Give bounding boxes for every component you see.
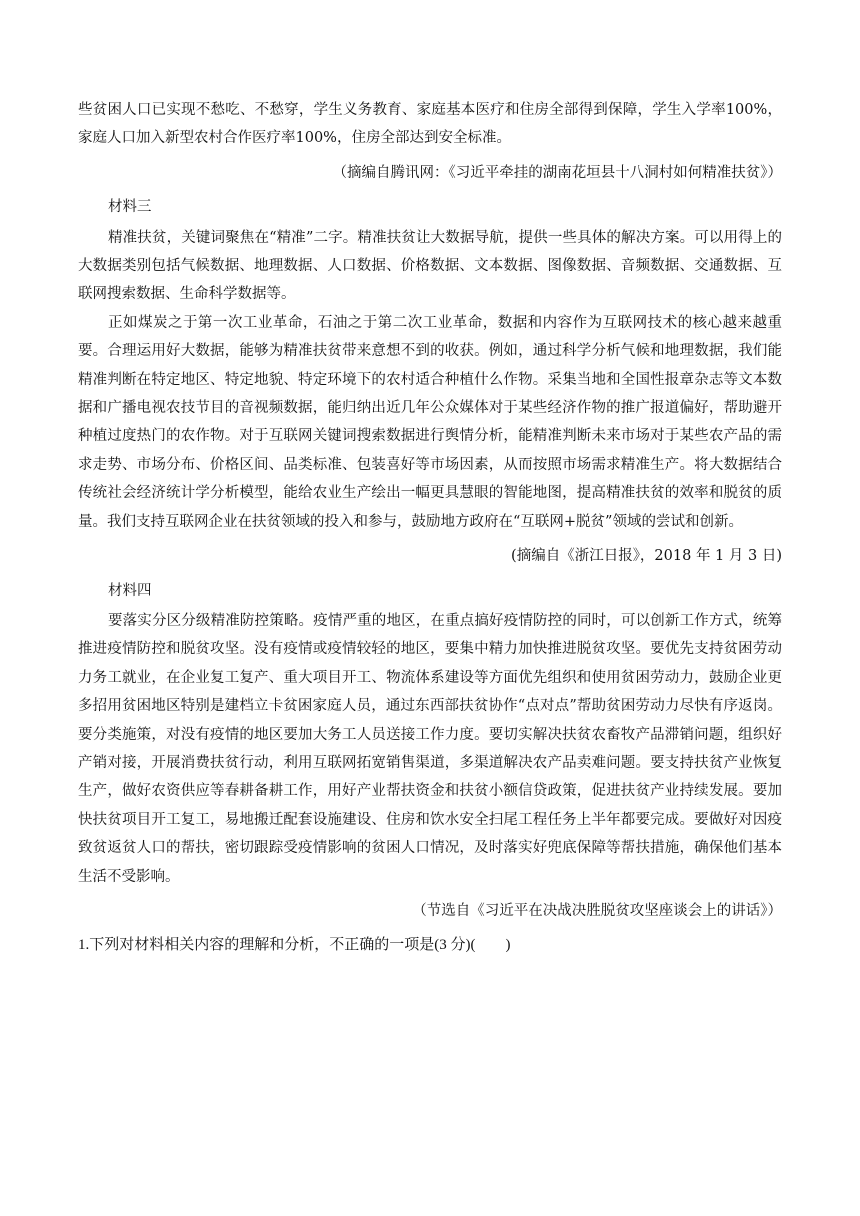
question-1: 1.下列对材料相关内容的理解和分析，不正确的一项是(3 分)( ) xyxy=(78,937,511,954)
material4-source: （节选自《习近平在决战决胜脱贫攻坚座谈会上的讲话》） xyxy=(412,902,782,919)
material3-heading: 材料三 xyxy=(108,199,152,216)
intro-paragraph: 些贫困人口已实现不愁吃、不愁穿，学生义务教育、家庭基本医疗和住房全部得到保障，学生入学率100%，家庭人口加入新型农村合作医疗率100%，住房全部达到安全标准。 xyxy=(78,102,782,147)
material4-paragraph-1: 要落实分区分级精准防控策略。疫情严重的地区，在重点搞好疫情防控的同时，可以创新工作方式，统筹推进疫情防控和脱贫攻坚。没有疫情或疫情较轻的地区，要集中精力加快推进脱贫攻坚。要优先支持贫困劳动力务工就业，在企业复工复产、重大项目开工、物流体系建设等方面优先组织和使用贫困劳动力，鼓励企业更多招用贫困地区特别是建档立卡贫困家庭人员，通过东西部扶贫协作“点对点”帮助贫困劳动力尽快有序返岗。要分类施策，对没有疫情的地区要加大务工人员送接工作力度。要切实解决扶贫农畜牧产品滞销问题，组织好产销对接，开展消费扶贫行动，利用互联网拓宽销售渠道，多渠道解决农产品卖难问题。要支持扶贫产业恢复生产，做好农资供应等春耕备耕工作，用好产业帮扶资金和扶贫小额信贷政策，促进扶贫产业持续发展。要加快扶贫项目开工复工，易地搬迁配套设施建设、住房和饮水安全扫尾工程任务上半年都要完成。要做好对因疫致贫返贫人口的帮扶，密切跟踪受疫情影响的贫困人口情况，及时落实好兜底保障等帮扶措施，确保他们基本生活不受影响。 xyxy=(78,612,782,885)
document-page xyxy=(78,96,782,960)
material3-paragraph-1: 精准扶贫，关键词聚焦在“精准”二字。精准扶贫让大数据导航，提供一些具体的解决方案。可以用得上的大数据类别包括气候数据、地理数据、人口数据、价格数据、文本数据、图像数据、音频数据、交通数据、互联网搜索数据、生命科学数据等。 xyxy=(78,229,782,303)
material4-heading: 材料四 xyxy=(108,582,152,599)
intro-source: （摘编自腾讯网：《习近平牵挂的湖南花垣县十八洞村如何精准扶贫》） xyxy=(332,164,782,181)
material3-source: (摘编自《浙江日报》，2018 年 1 月 3 日) xyxy=(511,548,782,565)
material3-paragraph-2: 正如煤炭之于第一次工业革命，石油之于第二次工业革命，数据和内容作为互联网技术的核心越来越重要。合理运用好大数据，能够为精准扶贫带来意想不到的收获。例如，通过科学分析气候和地理数据，我们能精准判断在特定地区、特定地貌、特定环境下的农村适合种植什么作物。采集当地和全国性报章杂志等文本数据和广播电视农技节目的音视频数据，能归纳出近几年公众媒体对于某些经济作物的推广报道偏好，帮助避开种植过度热门的农作物。对于互联网关键词搜索数据进行舆情分析，能精准判断未来市场对于某些农产品的需求走势、市场分布、价格区间、品类标准、包装喜好等市场因素，从而按照市场需求精准生产。将大数据结合传统社会经济统计学分析模型，能给农业生产绘出一幅更具慧眼的智能地图，提高精准扶贫的效率和脱贫的质量。我们支持互联网企业在扶贫领域的投入和参与，鼓励地方政府在“互联网+脱贫”领域的尝试和创新。 xyxy=(78,314,782,530)
